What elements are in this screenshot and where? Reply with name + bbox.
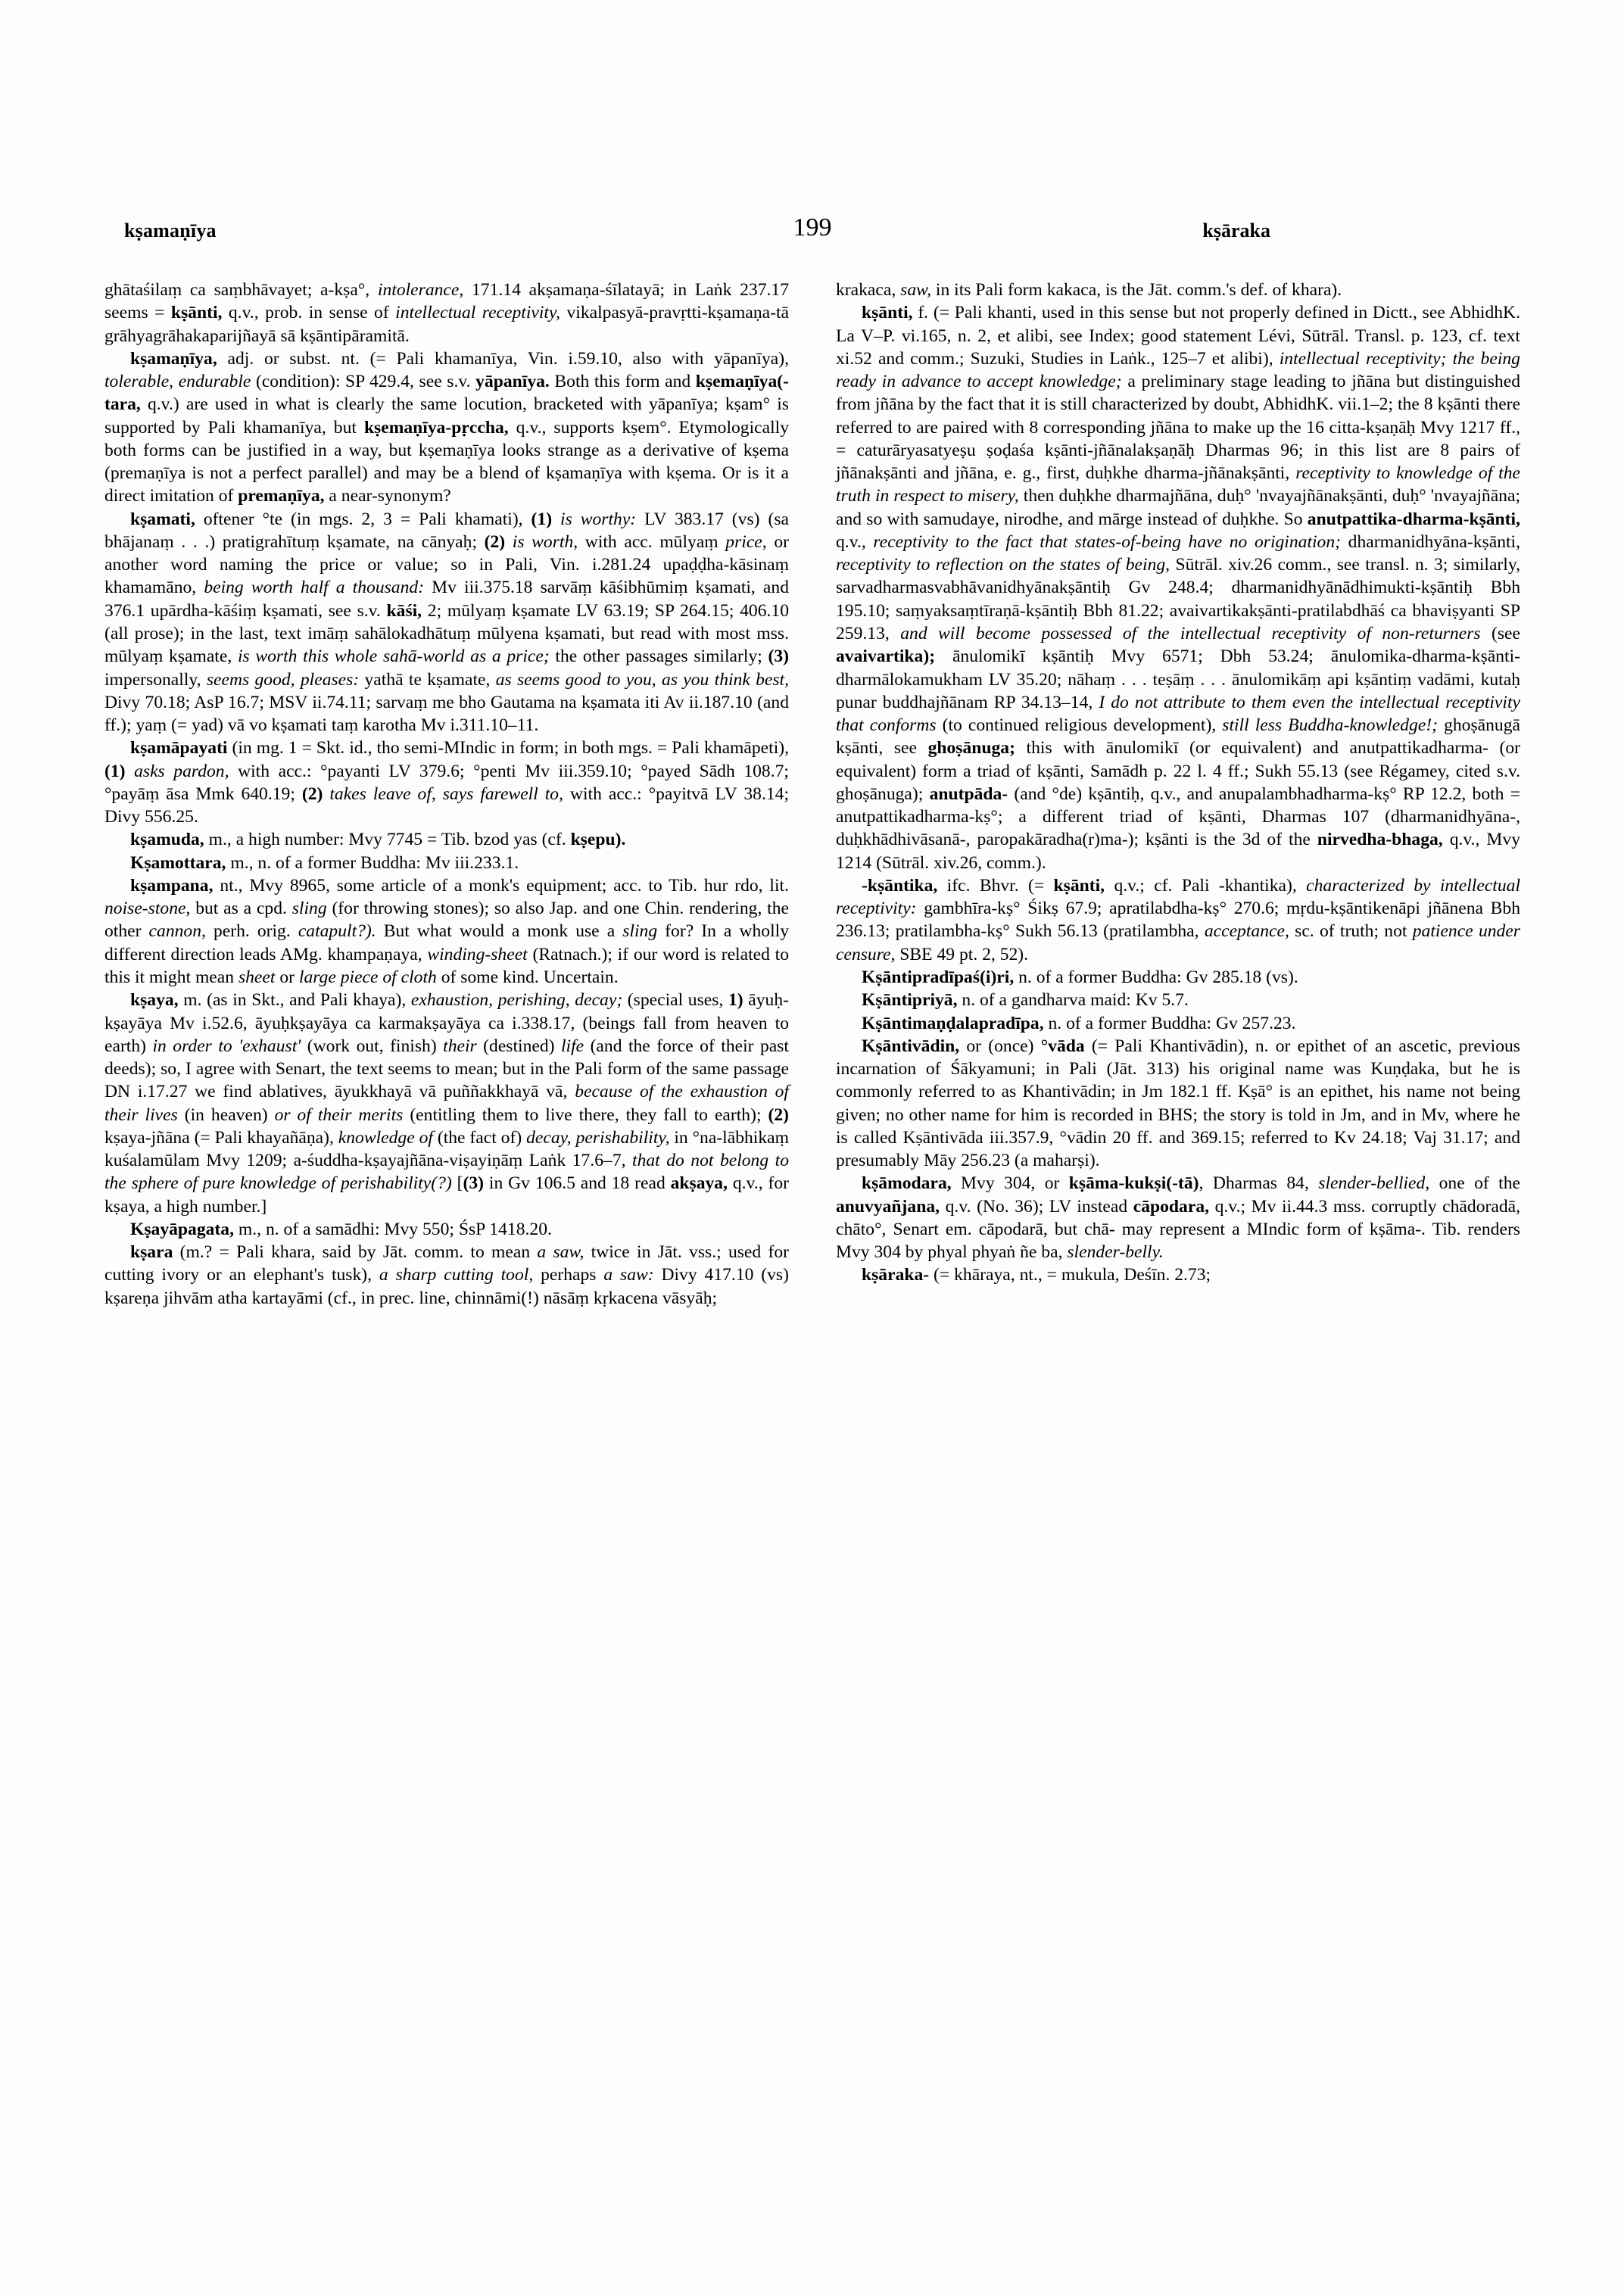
right-column [836,279,1520,1310]
dictionary-entry: kṣamāpayati (in mg. 1 = Skt. id., tho semi-MIndic in form; in both mgs. = Pali khamāpeti), (1) asks pardon, with acc.: °payanti LV 379.6; °penti Mv iii.359.10; °payed Sādh 108.7; °payāṃ āsa Mmk 640.19; (2) takes leave of, says farewell to, with acc.: °payitvā LV 38.14; Divy 556.25. [104,738,789,827]
dictionary-entry: kṣampana, nt., Mvy 8965, some article of a monk's equipment; acc. to Tib. hur rdo, lit. noise-stone, but as a cpd. sling (for throwing stones); so also Jap. and one Chin. rendering, the other cannon, perh. orig. catapult?). But what would a monk use a sling for? In a wholly different direction leads AMg. khampaṇaya, winding-sheet (Ratnach.); if our word is related to this it might mean sheet or large piece of cloth of some kind. Uncertain. [104,875,789,987]
running-head [104,213,1520,262]
dictionary-entry: Kṣāntivādin, or (once) °vāda (= Pali Khantivādin), n. or epithet of an ascetic, previous incarnation of Śākyamuni; in Pali (Jāt. 313) his original name was Kuṇḍaka, but he is commonly referred to as Khantivādin; in Jm 182.1 ff. Kṣā° is an epithet, his name not being given; no other name for him is recorded in BHS; the story is told in Jm, and in Mv, where he is called Kṣāntivāda iii.357.9, °vādin 20 ff. and 369.15; referred to Kv 24.18; Vaj 31.17; and presumably Māy 256.23 (a maharṣi). [836,1036,1520,1171]
dictionary-entry: krakaca, saw, in its Pali form kakaca, is the Jāt. comm.'s def. of khara). [836,280,1342,300]
left-column [104,279,789,1310]
dictionary-entry: kṣaya, m. (as in Skt., and Pali khaya), exhaustion, perishing, decay; (special uses, 1) āyuḥ-kṣayāya Mv i.52.6, āyuḥkṣayāya ca karmakṣayāya ca i.338.17, (beings fall from heaven to earth) in order to 'exhaust' (work out, finish) their (destined) life (and the force of their past deeds); so, I agree with Senart, the text seems to mean; but in the Pali form of the same passage DN i.17.27 we find ablatives, āyukkhayā vā puññakkhayā vā, because of the exhaustion of their lives (in heaven) or of their merits (entitling them to live there, they fall to earth); (2) kṣaya-jñāna (= Pali khayañāṇa), knowledge of (the fact of) decay, perishability, in °na-lābhikaṃ kuśalamūlam Mvy 1209; a-śuddha-kṣayajñāna-viṣayiṇāṃ Laṅk 17.6–7, that do not belong to the sphere of pure knowledge of perishability(?) [(3) in Gv 106.5 and 18 read akṣaya, q.v., for kṣaya, a high number.] [104,990,789,1217]
dictionary-entry: kṣāraka- (= khāraya, nt., = mukula, Deśīn. 2.73; [862,1265,1211,1285]
dictionary-entry: Kṣāntipriyā, n. of a gandharva maid: Kv 5.7. [862,990,1189,1011]
dictionary-entry: kṣāmodara, Mvy 304, or kṣāma-kukṣi(-tā), Dharmas 84, slender-bellied, one of the anuvyañjana, q.v. (No. 36); LV instead cāpodara, q.v.; Mv ii.44.3 mss. corruptly chādoradā, chāto°, Senart em. cāpodarā, but chā- may represent a MIndic form of kṣāma-. Tib. renders Mvy 304 by phyal phyaṅ ñe ba, slender-belly. [836,1173,1520,1263]
dictionary-entry: kṣānti, f. (= Pali khanti, used in this sense but not properly defined in Dictt., see AbhidhK. La V–P. vi.165, n. 2, et alibi, see Index; good statement Lévi, Sūtrāl. Transl. p. 123, cf. text xi.52 and comm.; Suzuki, Studies in Laṅk., 125–7 et alibi), intellectual receptivity; the being ready in advance to accept knowledge; a preliminary stage leading to jñāna but distinguished from jñāna by the fact that it is still characterized by doubt, AbhidhK. vii.1–2; the 8 kṣānti there referred to are paired with 8 corresponding jñāna to make up the 16 citta-kṣaṇāḥ Mvy 1217 ff., = caturāryasatyeṣu ṣoḍaśa kṣānti-jñānalakṣaṇāḥ Dharmas 96; in this list are 8 pairs of jñānakṣānti and jñāna, e. g., first, duḥkhe dharma-jñānakṣānti, receptivity to knowledge of the truth in respect to misery, then duḥkhe dharmajñāna, duḥ° 'nvayajñānakṣānti, duḥ° 'nvayajñāna; and so with samudaye, nirodhe, and mārge instead of duḥkhe. So anutpattika-dharma-kṣānti, q.v., receptivity to the fact that states-of-being have no origination; dharmanidhyāna-kṣānti, receptivity to reflection on the states of being, Sūtrāl. xiv.26 comm., see transl. n. 3; similarly, sarvadharmasvabhāvanidhyānakṣāntiḥ Gv 248.4; dharmanidhyānādhimukti-kṣāntiḥ Bbh 195.10; saṃyaksaṃtīraṇā-kṣāntiḥ Bbh 81.22; avaivartikakṣānti-pratilabdhāś ca bhaviṣyanti SP 259.13, and will become possessed of the intellectual receptivity of non-returners (see avaivartika); ānulomikī kṣāntiḥ Mvy 6571; Dbh 53.24; ānulomika-dharma-kṣānti-dharmālokamukham LV 35.20; nāhaṃ . . . teṣāṃ . . . ānulomikāṃ api kṣāntiṃ vadāmi, kutaḥ punar buddhajñānam RP 34.13–14, I do not attribute to them even the intellectual receptivity that conforms (to continued religious development), still less Buddha-knowledge!; ghoṣānugā kṣānti, see ghoṣānuga; this with ānulomikī (or equivalent) and anutpattikadharma- (or equivalent) form a triad of kṣānti, Samādh p. 22 l. 4 ff.; Sukh 55.13 (see Régamey, cited s.v. ghoṣānuga); anutpāda- (and °de) kṣāntiḥ, q.v., and anupalambhadharma-kṣ° RP 12.2, both = anutpattikadharma-kṣ°; a different triad of kṣānti, Dharmas 107 (dharmanidhyāna-, duḥkhādhivāsanā-, paropakāradha(r)ma-); kṣānti is the 3d of the nirvedha-bhaga, q.v., Mvy 1214 (Sūtrāl. xiv.26, comm.). [836,303,1521,873]
dictionary-entry: kṣamaṇīya, adj. or subst. nt. (= Pali khamanīya, Vin. i.59.10, also with yāpanīya), tolerable, endurable (condition): SP 429.4, see s.v. yāpanīya. Both this form and kṣemaṇīya(-tara, q.v.) are used in what is clearly the same locution, bracketed with yāpanīya; kṣam° is supported by Pali khamanīya, but kṣemaṇīya-pṛccha, q.v., supports kṣem°. Etymologically both forms can be justified in a way, but kṣemaṇīya looks strange as a derivative of kṣema (premaṇīya is not a perfect parallel) and may be a blend of kṣamaṇīya with kṣema. Or is it a direct imitation of premaṇīya, a near-synonym? [104,348,789,506]
dictionary-entry: Kṣāntimaṇḍalapradīpa, n. of a former Buddha: Gv 257.23. [862,1013,1296,1033]
dictionary-entry: kṣara (m.? = Pali khara, said by Jāt. comm. to mean a saw, twice in Jāt. vss.; used for cutting ivory or an elephant's tusk), a sharp cutting tool, perhaps a saw: Divy 417.10 (vs) kṣareṇa jihvām atha kartayāmi (cf., in prec. line, chinnāmi(!) nāsāṃ kṛkacena vāsyāḥ; [104,1242,789,1308]
page-content [104,213,1521,1310]
dictionary-entry: Kṣayāpagata, m., n. of a samādhi: Mvy 550; ŚsP 1418.20. [130,1219,552,1239]
page-number: 199 [793,213,832,241]
dictionary-entry: ghātaśilaṃ ca saṃbhāvayet; a-kṣa°, intolerance, 171.14 akṣamaṇa-śīlatayā; in Laṅk 237.17 seems = kṣānti, q.v., prob. in sense of intellectual receptivity, vikalpasyā-pravṛtti-kṣamaṇa-tā grāhyagrāhakaparijñayā sā kṣāntipāramitā. [104,280,789,346]
text-columns [104,279,1520,1310]
dictionary-entry: -kṣāntika, ifc. Bhvr. (= kṣānti, q.v.; cf. Pali -khantika), characterized by intellectual receptivity: gambhīra-kṣ° Śikṣ 67.9; apratilabdha-kṣ° 270.6; mṛdu-kṣāntikenāpi jñānena Bbh 236.13; pratilambha-kṣ° Sukh 56.13 (pratilambha, acceptance, sc. of truth; not patience under censure, SBE 49 pt. 2, 52). [836,875,1520,964]
dictionary-entry: kṣamati, oftener °te (in mgs. 2, 3 = Pali khamati), (1) is worthy: LV 383.17 (vs) (sa bhājanaṃ . . .) pratigrahītuṃ kṣamate, na cānyaḥ; (2) is worth, with acc. mūlyaṃ price, or another word naming the price or value; so in Pali, Vin. i.281.24 upaḍḍha-kāsinaṃ khamamāno, being worth half a thousand: Mv iii.375.18 sarvāṃ kāśibhūmiṃ kṣamati, and 376.1 upārdha-kāśiṃ kṣamati, see s.v. kāśi, 2; mūlyaṃ kṣamate LV 63.19; SP 264.15; 406.10 (all prose); in the last, text imāṃ sahālokadhātuṃ mūlyena kṣamati, but read with most mss. mūlyaṃ kṣamate, is worth this whole sahā-world as a price; the other passages similarly; (3) impersonally, seems good, pleases: yathā te kṣamate, as seems good to you, as you think best, Divy 70.18; AsP 16.7; MSV ii.74.11; sarvaṃ me bho Gautama na kṣamata iti Av ii.187.10 (and ff.); yaṃ (= yad) vā vo kṣamati taṃ karotha Mv i.311.10–11. [104,509,790,736]
running-head-left: kṣamaṇīya [124,220,217,241]
running-head-right: kṣāraka [1202,220,1270,241]
dictionary-entry: kṣamuda, m., a high number: Mvy 7745 = Tib. bzod yas (cf. kṣepu). [130,830,626,850]
dictionary-entry: Kṣāntipradīpaś(i)ri, n. of a former Buddha: Gv 285.18 (vs). [862,967,1298,987]
dictionary-entry: Kṣamottara, m., n. of a former Buddha: Mv iii.233.1. [130,852,519,873]
